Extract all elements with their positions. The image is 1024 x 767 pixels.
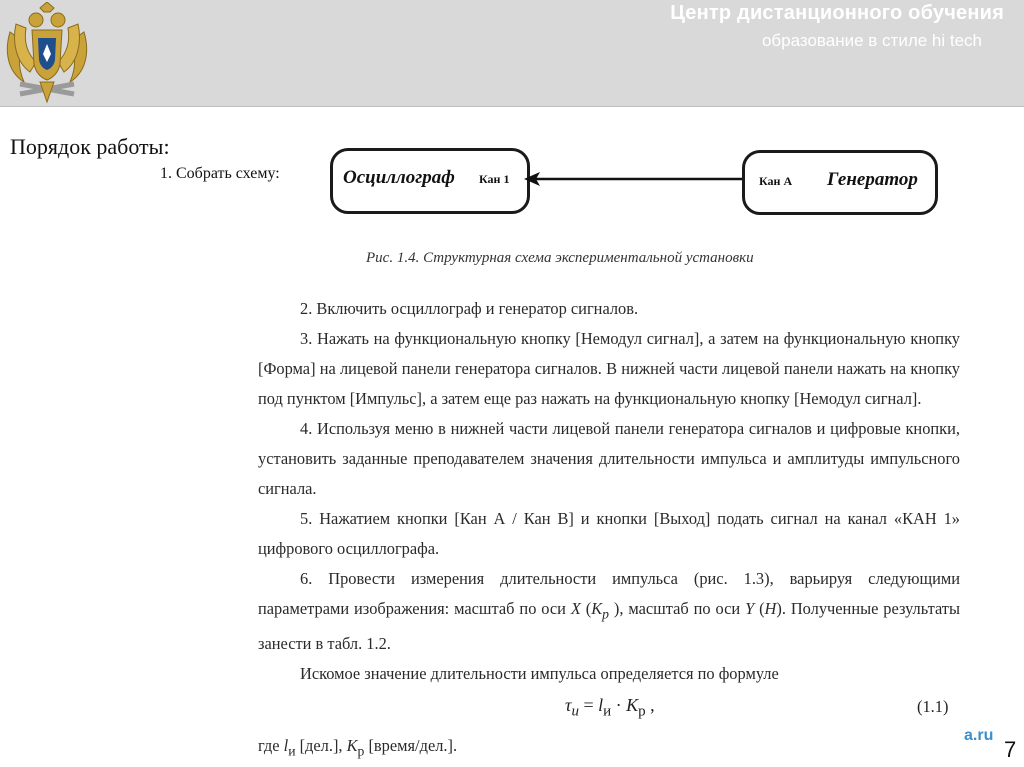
- step-6-text-e: ). Полученные результаты занести в табл. 1.2.: [258, 599, 960, 654]
- generator-channel: Кан А: [759, 174, 793, 188]
- eagle-emblem-icon: [2, 2, 92, 104]
- axis-x-symbol: X: [570, 599, 581, 618]
- step-6-text-d: (: [754, 599, 765, 618]
- header-divider: [0, 106, 1024, 114]
- site-url-fragment: a.ru: [964, 727, 994, 744]
- header-bar: [0, 0, 1024, 106]
- formula-tau: τ: [565, 695, 572, 715]
- step-6: [258, 564, 960, 659]
- formula-comma: ,: [645, 695, 655, 715]
- formula-k: K: [626, 695, 639, 715]
- step-2: 2. Включить осциллограф и генератор сигналов.: [300, 299, 639, 318]
- step-6-text-a: 6. Провести измерения длительности импульса (рис. 1.3), варьируя следующими параметрами изображения: масштаб по оси: [258, 569, 960, 618]
- axis-y-symbol: Y: [745, 599, 755, 618]
- center-subtitle: образование в стиле hi tech: [761, 31, 982, 50]
- signal-arrow-icon: [522, 168, 746, 190]
- oscilloscope-label: Осциллограф: [343, 167, 455, 188]
- slide-title: Порядок работы:: [10, 134, 170, 159]
- height-h-symbol: H: [764, 599, 777, 618]
- step-4: 4. Используя меню в нижней части лицевой панели генератора сигналов и цифровые кнопки, установить заданные преподавателем значения длительности импульса и амплитуды импульсного сигнала.: [258, 419, 960, 498]
- where-text-b: [дел.],: [295, 736, 347, 755]
- where-k-subscript: р: [357, 743, 365, 759]
- formula-intro: Искомое значение длительности импульса определяется по формуле: [300, 664, 779, 684]
- where-text-a: где: [258, 736, 284, 755]
- formula-equals: =: [578, 695, 599, 715]
- page-number: 7: [1004, 737, 1017, 762]
- where-text-c: [время/дел.].: [364, 736, 458, 755]
- oscilloscope-block: [330, 148, 530, 214]
- generator-label: Генератор: [827, 169, 918, 190]
- step-1-label: 1. Собрать схему:: [160, 165, 280, 182]
- step-3: 3. Нажать на функциональную кнопку [Немодул сигнал], а затем на функциональную кнопку [Форма] на лицевой панели генератора сигналов. В нижней части лицевой панели нажать на кнопку под пунктом [Импульс], а затем еще раз нажать на функциональную кнопку [Немодул сигнал].: [258, 329, 960, 408]
- procedure-text: [258, 294, 960, 689]
- where-line: [258, 736, 457, 759]
- generator-block: [742, 150, 938, 215]
- scale-k-symbol: K: [591, 599, 603, 618]
- formula-dot: ·: [611, 695, 627, 715]
- scale-k-subscript: р: [602, 606, 609, 622]
- where-l: l: [283, 736, 289, 755]
- center-title: Центр дистанционного обучения: [670, 2, 1004, 24]
- formula-1-1: [565, 695, 655, 721]
- oscilloscope-channel: Кан 1: [479, 172, 510, 186]
- figure-caption: Рис. 1.4. Структурная схема экспериментальной установки: [366, 250, 754, 266]
- formula-l: l: [598, 695, 604, 715]
- where-l-subscript: и: [288, 743, 296, 759]
- formula-k-subscript: р: [638, 703, 646, 720]
- step-6-text-b: (: [580, 599, 592, 618]
- step-6-text-c: ), масштаб по оси: [608, 599, 746, 618]
- step-5: 5. Нажатием кнопки [Кан А / Кан В] и кнопки [Выход] подать сигнал на канал «КАН 1» цифрового осциллографа.: [258, 509, 960, 558]
- formula-tau-subscript: и: [571, 703, 579, 720]
- where-k: K: [346, 736, 358, 755]
- equation-number: (1.1): [917, 697, 949, 716]
- formula-l-subscript: и: [603, 703, 612, 720]
